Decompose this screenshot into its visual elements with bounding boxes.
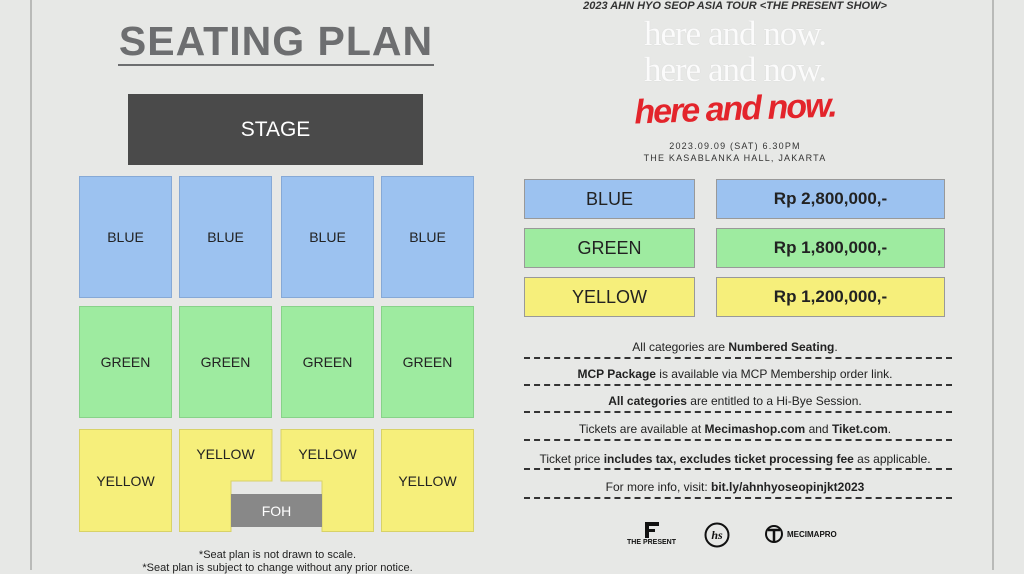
info-mcp-package: MCP Package is available via MCP Membership order link. [577, 367, 893, 381]
info-hi-bye: All categories are entitled to a Hi-Bye Session. [608, 394, 862, 408]
info-divider-5 [524, 468, 952, 470]
seating-plan-title: SEATING PLAN [118, 18, 434, 64]
price-value-yellow: Rp 1,200,000,- [716, 277, 945, 317]
hs-logo [704, 522, 730, 548]
event-date: 2023.09.09 (SAT) 6.30PM [669, 141, 801, 151]
event-venue: THE KASABLANKA HALL, JAKARTA [643, 153, 827, 163]
section-blue-4: BLUE [381, 176, 474, 298]
section-blue-2: BLUE [179, 176, 272, 298]
info-tickets: Tickets are available at Mecimashop.com and Tiket.com. [578, 422, 892, 436]
section-green-3: GREEN [281, 306, 374, 418]
section-green-1: GREEN [79, 306, 172, 418]
info-divider-3 [524, 411, 952, 413]
mecimapro-mark-icon [763, 524, 785, 544]
tour-title: 2023 AHN HYO SEOP ASIA TOUR <THE PRESENT SHOW> [583, 0, 887, 12]
section-blue-1: BLUE [79, 176, 172, 298]
info-divider-4 [524, 439, 952, 441]
tagline-line-2: here and now. [643, 50, 826, 89]
section-blue-3: BLUE [281, 176, 374, 298]
price-value-green: Rp 1,800,000,- [716, 228, 945, 268]
tagline-line-3: here and now. [633, 86, 837, 132]
mecimapro-text: MECIMAPRO [787, 529, 837, 539]
section-yellow-4: YELLOW [381, 429, 474, 532]
section-yellow-3-label: YELLOW [298, 446, 357, 462]
the-present-logo [627, 521, 676, 546]
info-numbered-seating: All categories are Numbered Seating. [632, 340, 838, 354]
mecimapro-logo [763, 524, 837, 544]
frame-left-line [30, 0, 32, 570]
price-category-green: GREEN [524, 228, 695, 268]
note-change: *Seat plan is subject to change without any prior notice. [142, 562, 413, 574]
tagline-line-1: here and now. [643, 14, 826, 53]
hs-circle-icon [704, 522, 730, 548]
section-green-4: GREEN [381, 306, 474, 418]
note-scale: *Seat plan is not drawn to scale. [198, 549, 357, 561]
the-present-text: THE PRESENT [627, 539, 677, 546]
info-more-link: For more info, visit: bit.ly/ahnhyoseopinjkt2023 [605, 480, 865, 494]
foh-block: FOH [231, 494, 322, 527]
price-category-blue: BLUE [524, 179, 695, 219]
section-yellow-2-label: YELLOW [196, 446, 255, 462]
section-green-2: GREEN [179, 306, 272, 418]
info-divider-6 [524, 497, 952, 499]
info-price-note: Ticket price includes tax, excludes ticket processing fee as applicable. [539, 452, 931, 466]
section-yellow-1: YELLOW [79, 429, 172, 532]
frame-right-line [992, 0, 994, 570]
price-category-yellow: YELLOW [524, 277, 695, 317]
info-divider-2 [524, 384, 952, 386]
svg-text:hs: hs [711, 528, 723, 542]
price-value-blue: Rp 2,800,000,- [716, 179, 945, 219]
info-divider-1 [524, 357, 952, 359]
title-underline [118, 64, 434, 66]
stage-block: STAGE [128, 94, 423, 165]
the-present-mark-icon [643, 521, 661, 539]
